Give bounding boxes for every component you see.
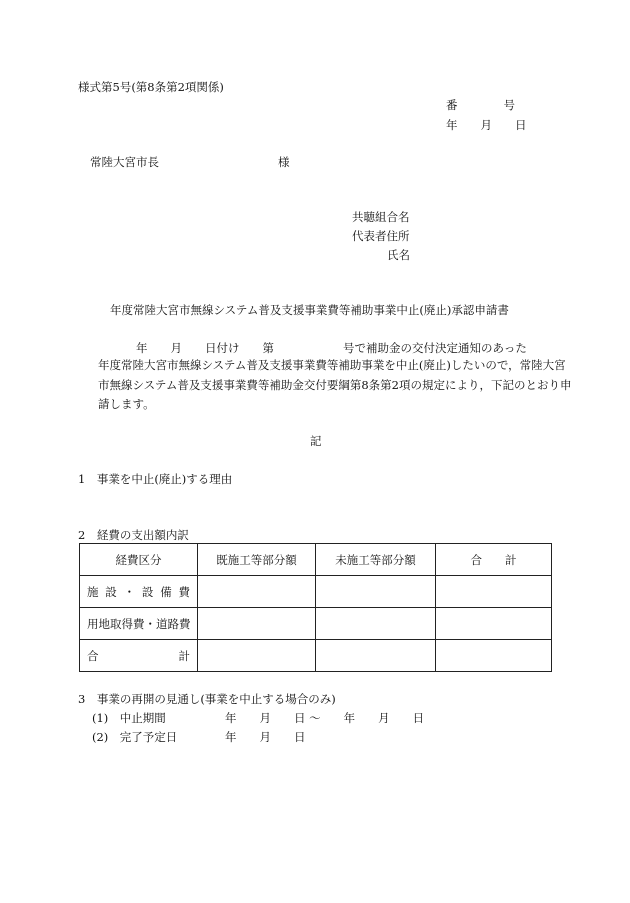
table-cell	[198, 640, 316, 672]
document-number-label: 番 号	[446, 98, 515, 112]
applicant-address-label: 代表者住所	[352, 229, 410, 243]
form-number: 様式第5号(第8条第2項関係)	[78, 80, 224, 94]
table-header-cell: 既施工等部分額	[198, 544, 316, 576]
section-3-heading: 3 事業の再開の見通し(事業を中止する場合のみ)	[78, 692, 336, 706]
table-cell	[316, 576, 436, 608]
cost-breakdown-table	[79, 543, 552, 672]
row-label	[87, 584, 190, 600]
row-label-char: 施	[87, 584, 99, 599]
row-label-cell	[80, 576, 198, 608]
body-line-1: 年 月 日付け 第 号で補助金の交付決定通知のあった	[136, 341, 527, 355]
row-label-char: 備	[160, 584, 172, 599]
table-cell	[198, 576, 316, 608]
row-label-char: 費	[179, 616, 191, 631]
ki-heading: 記	[310, 434, 322, 448]
row-label-char: 合	[87, 648, 99, 663]
row-label-char: 設	[141, 584, 154, 599]
row-label-char: 計	[178, 648, 190, 663]
row-label	[87, 648, 190, 664]
row-label-cell	[80, 640, 198, 672]
addressee-honorific: 様	[278, 155, 290, 169]
row-label-char: 費	[178, 584, 190, 599]
table-cell	[316, 608, 436, 640]
row-label-char: 道	[156, 616, 168, 631]
row-label-char: 取	[110, 616, 122, 631]
suspension-period-label: (1) 中止期間	[92, 711, 166, 725]
table-row	[80, 576, 552, 608]
table-cell	[436, 576, 552, 608]
document-title: 年度常陸大宮市無線システム普及支援事業費等補助事業中止(廃止)承認申請書	[110, 303, 509, 317]
section-1-heading: 1 事業を中止(廃止)する理由	[78, 472, 233, 486]
row-label-char: 得	[121, 616, 133, 631]
applicant-name-label: 氏名	[387, 248, 410, 262]
table-cell	[316, 640, 436, 672]
table-row	[80, 608, 552, 640]
applicant-group-label: 共聴組合名	[352, 210, 410, 224]
addressee-name: 常陸大宮市長	[90, 155, 159, 169]
row-label-char: 費	[133, 616, 145, 631]
table-header-cell: 合 計	[436, 544, 552, 576]
table-cell	[436, 608, 552, 640]
suspension-period-value: 年 月 日 ～ 年 月 日	[225, 711, 425, 725]
row-label-char: 設	[105, 584, 117, 599]
table-cell	[436, 640, 552, 672]
document-date-label: 年 月 日	[446, 118, 527, 132]
table-header-row	[80, 544, 552, 576]
row-label-char: ・	[144, 616, 156, 631]
row-label-char: 路	[167, 616, 179, 631]
section-2-heading: 2 経費の支出額内訳	[78, 528, 189, 542]
row-label-char: ・	[123, 584, 136, 599]
table-cell	[198, 608, 316, 640]
row-label	[87, 616, 190, 632]
row-label-char: 地	[98, 616, 110, 631]
row-label-cell	[80, 608, 198, 640]
completion-date-label: (2) 完了予定日	[92, 730, 178, 744]
table-header-cell: 未施工等部分額	[316, 544, 436, 576]
completion-date-value: 年 月 日	[225, 730, 306, 744]
table-row	[80, 640, 552, 672]
table-header-cell: 経費区分	[80, 544, 198, 576]
body-paragraph: 年度常陸大宮市無線システム普及支援事業費等補助事業を中止(廃止)したいので，常陸大宮市無線システム普及支援事業費等補助金交付要綱第8条第2項の規定により，下記のとおり申請します。	[98, 358, 572, 411]
row-label-char: 用	[87, 616, 99, 631]
